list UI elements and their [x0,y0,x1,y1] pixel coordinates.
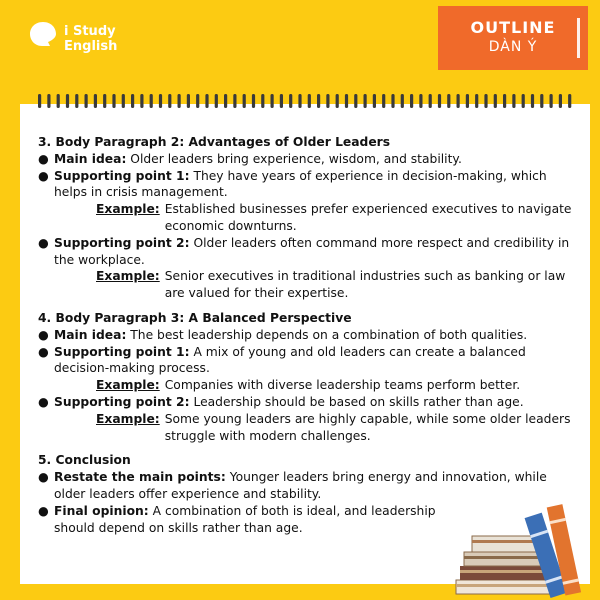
binding-ring [438,94,441,108]
binding-ring [85,94,88,108]
bullet-icon: ● [38,344,49,359]
binding-ring [345,94,348,108]
section-heading: 3. Body Paragraph 2: Advantages of Older Leaders [38,135,391,149]
list-item [38,168,578,202]
binding-ring [326,94,329,108]
binding-ring [47,94,50,108]
binding-ring [373,94,376,108]
bullet-icon: ● [38,470,49,485]
item-text: A combination of both is ideal, and leadership should depend on skills rather than age. [54,503,436,535]
binding-ring [280,94,283,108]
binding-ring [75,94,78,108]
binding-ring [401,94,404,108]
binding-ring [447,94,450,108]
binding-ring [196,94,199,108]
binding-ring [103,94,106,108]
binding-ring [178,94,181,108]
binding-ring [494,94,497,108]
binding-ring [559,94,562,108]
binding-ring [522,94,525,108]
binding-ring [187,94,190,108]
binding-ring [429,94,432,108]
binding-ring [159,94,162,108]
binding-ring [261,94,264,108]
bullet-icon: ● [38,168,49,183]
binding-ring [94,94,97,108]
item-label: Main idea: [54,151,127,166]
bullet-icon: ● [38,327,49,342]
example-label: Example: [96,269,160,284]
binding-ring [131,94,134,108]
binding-ring [475,94,478,108]
spiral-binding-icon [36,92,576,112]
binding-ring [391,94,394,108]
binding-ring [568,94,571,108]
example-block [96,377,578,394]
binding-ring [419,94,422,108]
binding-ring [224,94,227,108]
example-text: Senior executives in traditional industries such as banking or law are valued for their expertise. [164,269,566,301]
item-label: Final opinion: [54,503,149,518]
item-text: Younger leaders bring energy and innovation, while older leaders offer experience and stability. [54,470,547,501]
example-text: Companies with diverse leadership teams perform better. [164,378,521,393]
example-block [96,201,578,235]
list-item [38,235,578,269]
example-label: Example: [96,411,160,426]
bullet-icon: ● [38,235,49,250]
binding-ring [252,94,255,108]
bullet-icon: ● [38,394,49,409]
item-label: Supporting point 2: [54,235,190,250]
binding-ring [38,94,41,108]
binding-ring [205,94,208,108]
item-text: Older leaders often command more respect and credibility in the workplace. [54,235,570,267]
outline-content [38,134,578,536]
badge-title: OUTLINE [470,18,556,37]
badge-divider [577,18,580,58]
example-text: Established businesses prefer experienced executives to navigate economic downturns. [164,202,572,233]
item-label: Main idea: [54,327,127,342]
chat-bubble-logo-icon [28,20,58,50]
brand-line1: i Study [64,24,116,39]
example-label: Example: [96,202,160,217]
item-label: Supporting point 2: [54,394,190,409]
item-label: Restate the main points: [54,470,226,485]
list-item [38,327,578,344]
item-text: Leadership should be based on skills rather than age. [193,394,524,409]
binding-ring [57,94,60,108]
binding-ring [112,94,115,108]
item-label: Supporting point 1: [54,344,190,359]
binding-ring [364,94,367,108]
item-text: A mix of young and old leaders can create a balanced decision-making process. [54,344,526,376]
binding-ring [540,94,543,108]
list-item [38,503,458,537]
list-item [38,151,578,168]
item-label: Supporting point 1: [54,168,190,183]
outline-badge [438,6,588,70]
item-text: The best leadership depends on a combination of both qualities. [130,327,528,342]
example-label: Example: [96,378,160,393]
brand-logo [28,18,138,58]
bullet-icon: ● [38,151,49,166]
binding-ring [484,94,487,108]
section-heading: 4. Body Paragraph 3: A Balanced Perspective [38,310,352,325]
binding-ring [512,94,515,108]
example-block [96,411,578,445]
binding-ring [168,94,171,108]
binding-ring [531,94,534,108]
item-text: Older leaders bring experience, wisdom, and stability. [130,151,462,166]
binding-ring [410,94,413,108]
binding-ring [308,94,311,108]
binding-ring [271,94,274,108]
binding-ring [243,94,246,108]
book-stack-icon [452,488,592,598]
binding-ring [336,94,339,108]
binding-ring [289,94,292,108]
binding-ring [382,94,385,108]
binding-ring [550,94,553,108]
binding-ring [354,94,357,108]
binding-ring [66,94,69,108]
binding-ring [503,94,506,108]
bullet-icon: ● [38,503,49,518]
binding-ring [150,94,153,108]
binding-ring [298,94,301,108]
binding-ring [457,94,460,108]
brand-line2: English [64,39,118,54]
example-text: Some young leaders are highly capable, while some older leaders struggle with modern challenges. [164,411,571,443]
example-block [96,268,578,302]
list-item [38,344,578,378]
brand-name [64,24,117,54]
binding-ring [317,94,320,108]
item-text: They have years of experience in decision-making, which helps in crisis management. [54,168,547,200]
binding-ring [215,94,218,108]
binding-ring [466,94,469,108]
section-heading: 5. Conclusion [38,453,131,468]
binding-ring [122,94,125,108]
binding-ring [140,94,143,108]
binding-ring [233,94,236,108]
badge-subtitle: DÀN Ý [488,39,538,55]
list-item [38,394,578,411]
